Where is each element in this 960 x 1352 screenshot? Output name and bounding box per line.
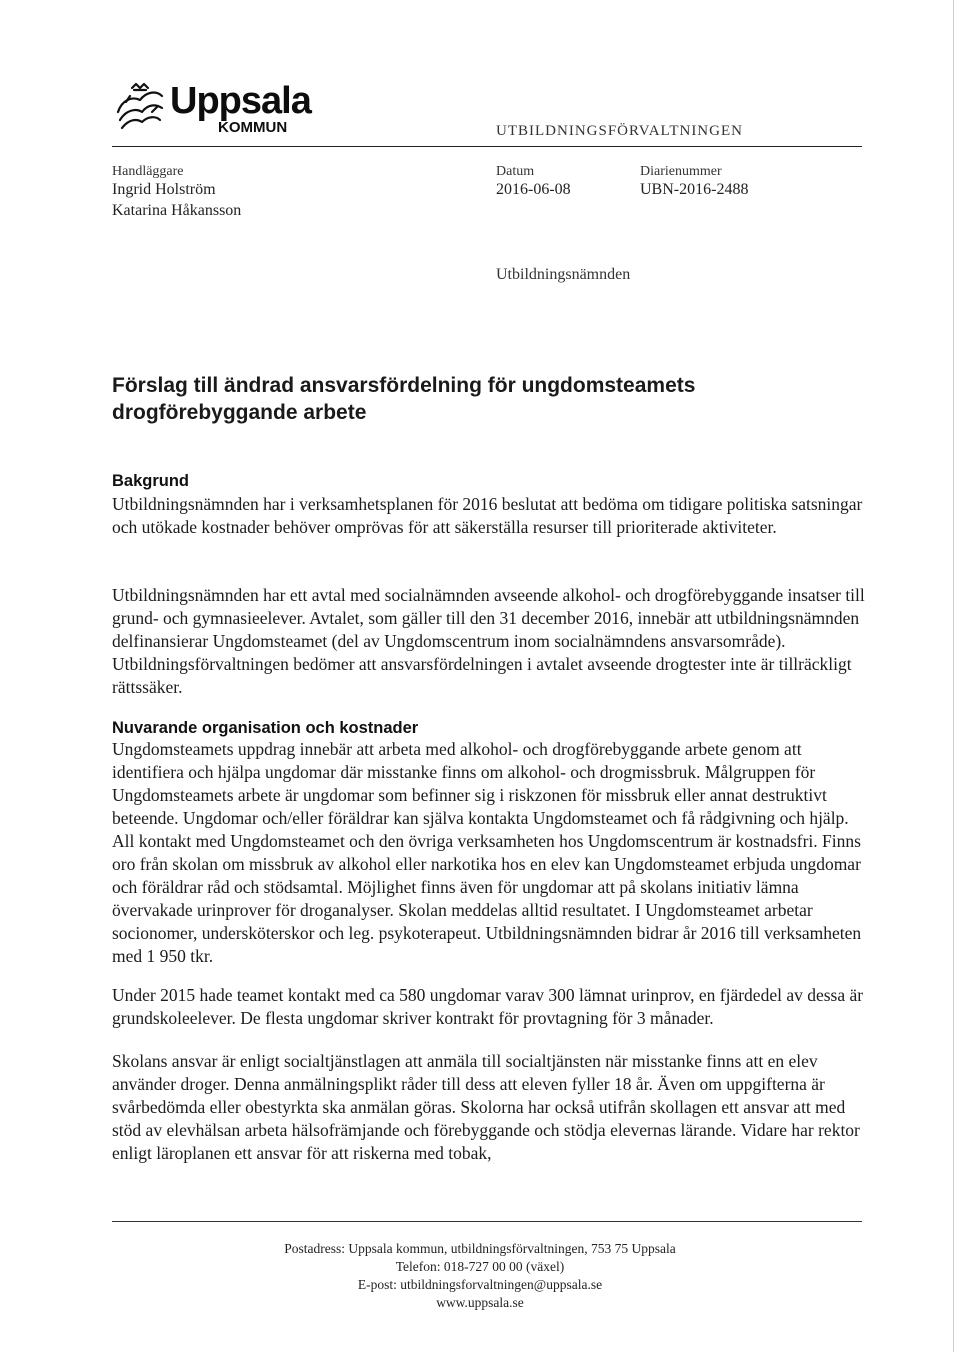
- datum-value: 2016-06-08: [496, 181, 571, 198]
- scan-edge-line: [953, 0, 954, 1352]
- paragraph-nuvarande-2: Under 2015 hade teamet kontakt med ca 580 ungdomar varav 300 lämnat urinprov, en fjärdedel av dessa är grundskoleelever. De flesta ungdomar skriver kontrakt för provtagning för 3 månader.: [112, 985, 864, 1028]
- header-divider: [112, 146, 862, 147]
- handlaggare-name-1: Ingrid Holström: [112, 181, 216, 198]
- title-line-2: drogförebyggande arbete: [112, 401, 367, 424]
- footer-phone: Telefon: 018-727 00 00 (växel): [395, 1259, 565, 1274]
- diarienummer-label: Diarienummer: [640, 164, 722, 179]
- uppsala-logo: [112, 74, 311, 144]
- title-line-1: Förslag till ändrad ansvarsfördelning för ungdomsteamets: [112, 374, 696, 397]
- footer: [200, 1240, 760, 1312]
- department-name: UTBILDNINGSFÖRVALTNINGEN: [496, 123, 743, 139]
- heading-nuvarande: Nuvarande organisation och kostnader: [112, 719, 419, 737]
- logo-subtitle: KOMMUN: [218, 119, 288, 136]
- handlaggare-name-2: Katarina Håkansson: [112, 202, 242, 219]
- recipient: Utbildningsnämnden: [496, 266, 631, 283]
- footer-website[interactable]: www.uppsala.se: [436, 1295, 524, 1310]
- paragraph-nuvarande-3: Skolans ansvar är enligt socialtjänstlagen att anmäla till socialtjänsten när misstanke finns att en elev använder droger. Denna anmälningsplikt råder till dess att eleven fyller 18 år. Även om uppgifterna är svårbedömda eller obestyrkta ska anmälan göras. Skolorna har också utifrån skollagen ett ansvar att med stöd av elevhälsan arbeta hälsofrämjande och förebyggande och stödja elevernas lärande. Vidare har rektor enligt läroplanen ett ansvar för att riskerna med tobak,: [112, 1051, 860, 1163]
- paragraph-nuvarande-1: Ungdomsteamets uppdrag innebär att arbeta med alkohol- och drogförebyggande arbete genom att identifiera och hjälpa ungdomar där misstanke finns om alkohol- och drogmissbruk. Målgruppen för Ungdomsteamets arbete är ungdomar som befinner sig i riskzonen för missbruk eller annat destruktivt beteende. Ungdomar och/eller föräldrar kan själva kontakta Ungdomsteamet och få rådgivning och hjälp. All kontakt med Ungdomsteamet och den övriga verksamheten hos Ungdomscentrum är kostnadsfri. Finns oro från skolan om missbruk av alkohol eller narkotika hos en elev kan Ungdomsteamet erbjuda ungdomar och föräldrar råd och stödsamtal. Möjlighet finns även för ungdomar att på skolans initiativ lämna övervakade urinprover för droganalyser. Skolan meddelas alltid resultatet. I Ungdomsteamet arbetar socionomer, undersköterskor och leg. psykoterapeut. Utbildningsnämnden bidrar år 2016 till verksamheten med 1 950 tkr.: [112, 739, 862, 966]
- diarienummer-value: UBN-2016-2488: [640, 181, 749, 198]
- footer-address: Postadress: Uppsala kommun, utbildningsförvaltningen, 753 75 Uppsala: [284, 1241, 676, 1256]
- uppsala-crest-icon: [112, 82, 166, 132]
- document-title: [112, 372, 852, 426]
- paragraph-bakgrund-1: Utbildningsnämnden har i verksamhetsplanen för 2016 beslutat att bedöma om tidigare politiska satsningar och utökade kostnader behöver omprövas för att säkerställa resurser till prioriterade aktiviteter.: [112, 494, 863, 537]
- heading-bakgrund: Bakgrund: [112, 472, 190, 490]
- logo-wordmark: Uppsala: [170, 80, 311, 122]
- paragraph-bakgrund-2: Utbildningsnämnden har ett avtal med socialnämnden avseende alkohol- och drogförebyggande insatser till grund- och gymnasieelever. Avtalet, som gäller till den 31 december 2016, innebär att utbildningsnämnden delfinansierar Ungdomsteamet (del av Ungdomscentrum inom socialnämndens ansvarsområde). Utbildningsförvaltningen bedömer att ansvarsfördelningen i avtalet avseende drogtester inte är tillräckligt rättssäker.: [112, 585, 865, 697]
- handlaggare-label: Handläggare: [112, 164, 184, 179]
- datum-label: Datum: [496, 164, 535, 179]
- footer-email[interactable]: E-post: utbildningsforvaltningen@uppsala.se: [357, 1277, 603, 1292]
- footer-divider: [112, 1221, 862, 1222]
